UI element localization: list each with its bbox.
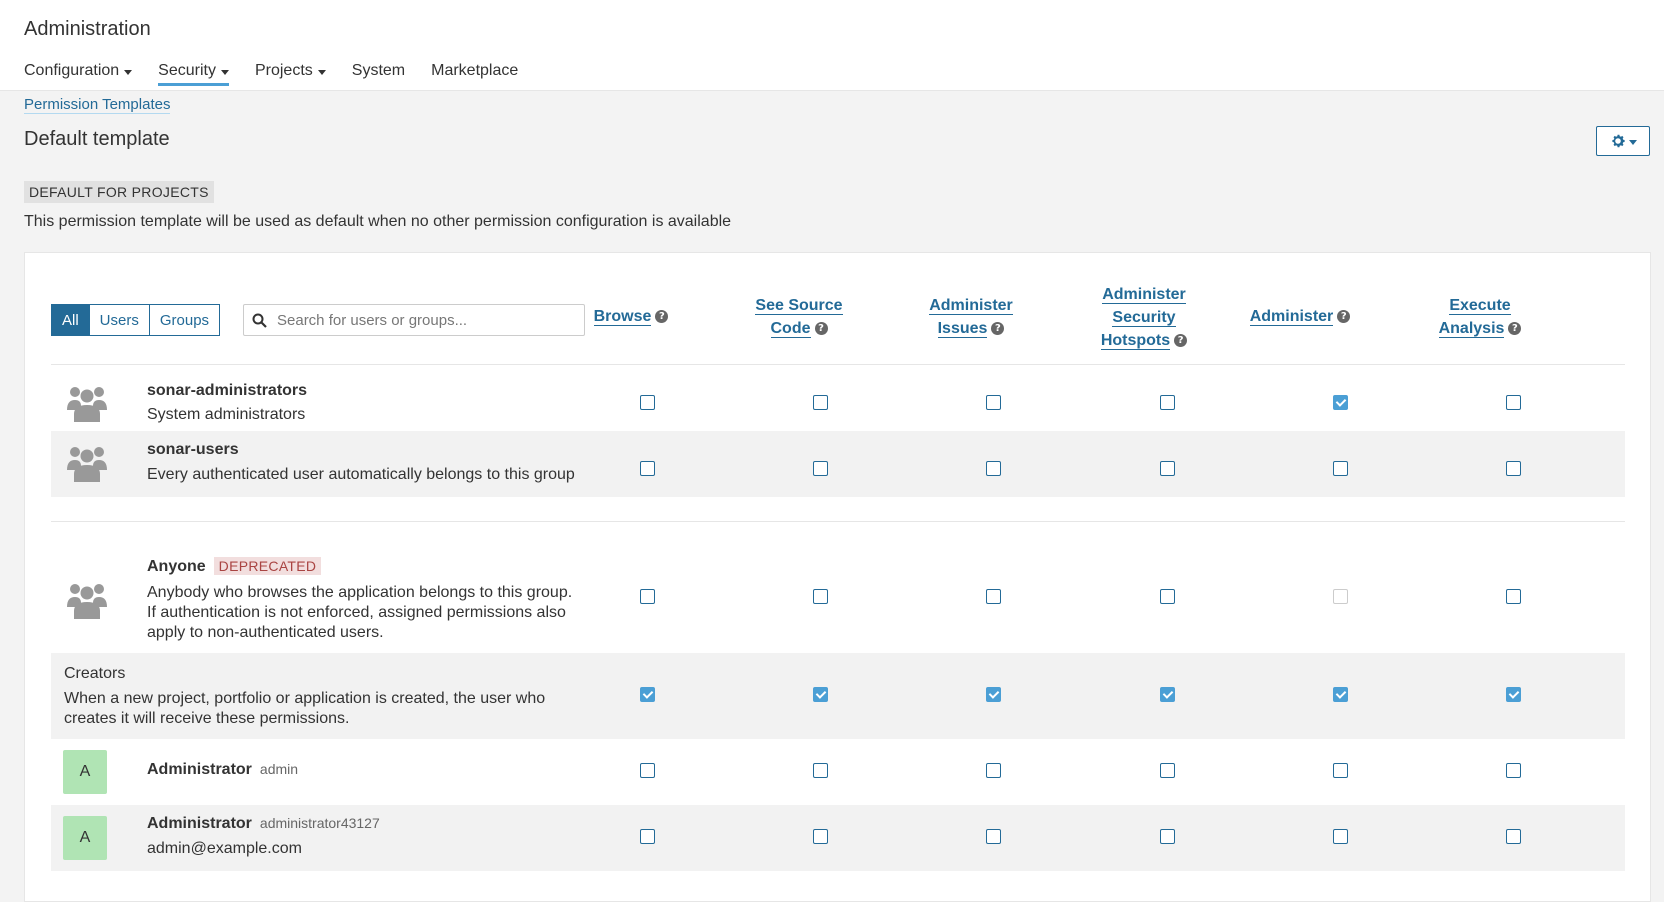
admin-nav <box>24 62 544 86</box>
permission-checkbox[interactable] <box>986 589 1001 604</box>
permission-checkbox[interactable] <box>640 589 655 604</box>
table-row <box>51 739 1625 805</box>
permission-checkbox[interactable] <box>986 395 1001 410</box>
user-login: administrator43127 <box>259 815 380 831</box>
breadcrumb-permission-templates[interactable]: Permission Templates <box>24 96 171 113</box>
filter-toggle <box>51 304 220 336</box>
user-name-text: Administrator <box>147 761 252 778</box>
description-line: When a new project, portfolio or application is created, the user who <box>64 690 546 707</box>
table-row <box>51 431 1625 497</box>
help-icon[interactable]: ? <box>1174 334 1187 347</box>
permission-checkbox[interactable] <box>813 589 828 604</box>
table-row <box>51 543 1625 653</box>
permission-checkbox[interactable] <box>1333 461 1348 476</box>
user-name <box>147 761 298 779</box>
nav-configuration-label: Configuration <box>24 62 120 79</box>
avatar: A <box>63 750 107 794</box>
creators-name: Creators <box>64 665 126 682</box>
column-administer-security-hotspots-label-2[interactable]: Security <box>1112 309 1176 326</box>
group-description: Every authenticated user automatically belongs to this group <box>147 466 575 483</box>
permission-checkbox[interactable] <box>1506 395 1521 410</box>
table-row <box>51 653 1625 739</box>
column-administer-security-hotspots-label-1[interactable]: Administer <box>1102 286 1186 303</box>
permission-checkbox[interactable] <box>1333 395 1348 410</box>
column-see-source-code[interactable] <box>739 294 859 340</box>
group-description: System administrators <box>147 406 306 423</box>
user-name-text: Administrator <box>147 815 252 832</box>
nav-marketplace[interactable] <box>431 62 518 86</box>
help-icon[interactable]: ? <box>1508 322 1521 335</box>
permission-checkbox[interactable] <box>813 687 828 702</box>
group-name-text: Anyone <box>147 558 206 575</box>
nav-security[interactable] <box>158 62 229 86</box>
permission-checkbox[interactable] <box>1506 687 1521 702</box>
permission-checkbox[interactable] <box>640 763 655 778</box>
filter-all-button[interactable]: All <box>51 304 90 336</box>
deprecated-badge: DEPRECATED <box>214 557 322 575</box>
column-see-source-code-label-1[interactable]: See Source <box>755 297 843 314</box>
column-administer-security-hotspots[interactable] <box>1084 283 1204 352</box>
help-icon[interactable]: ? <box>655 310 668 323</box>
user-email: admin@example.com <box>147 840 302 857</box>
permission-checkbox[interactable] <box>986 829 1001 844</box>
search-box <box>243 304 585 336</box>
column-see-source-code-label-2[interactable]: Code <box>770 320 811 337</box>
permission-checkbox[interactable] <box>813 829 828 844</box>
permission-checkbox[interactable] <box>1333 589 1348 604</box>
search-icon <box>252 313 267 328</box>
nav-projects[interactable] <box>255 62 326 86</box>
top-bar <box>0 0 1664 91</box>
group-icon <box>67 444 107 482</box>
permission-checkbox[interactable] <box>640 829 655 844</box>
default-for-projects-badge: DEFAULT FOR PROJECTS <box>24 181 214 203</box>
avatar: A <box>63 816 107 860</box>
help-icon[interactable]: ? <box>991 322 1004 335</box>
permission-checkbox[interactable] <box>986 461 1001 476</box>
column-administer-issues[interactable] <box>911 294 1031 340</box>
column-execute-analysis-label-2[interactable]: Analysis <box>1438 320 1505 337</box>
group-name: sonar-users <box>147 441 239 458</box>
template-description: This permission template will be used as default when no other permission configuration is available <box>24 213 732 230</box>
actions-menu-button[interactable] <box>1596 126 1650 156</box>
permission-checkbox[interactable] <box>986 687 1001 702</box>
permission-checkbox[interactable] <box>640 461 655 476</box>
description-line: Anybody who browses the application belongs to this group. <box>147 584 573 601</box>
filter-users-button[interactable]: Users <box>89 304 150 336</box>
help-icon[interactable]: ? <box>1337 310 1350 323</box>
permission-checkbox[interactable] <box>813 395 828 410</box>
permission-checkbox[interactable] <box>1160 461 1175 476</box>
chevron-down-icon <box>221 70 229 75</box>
column-execute-analysis-label-1[interactable]: Execute <box>1449 297 1511 314</box>
user-login: admin <box>259 761 299 777</box>
description-line: creates it will receive these permissions. <box>64 710 350 727</box>
permission-checkbox[interactable] <box>813 763 828 778</box>
creators-description <box>64 689 545 729</box>
group-icon <box>67 581 107 619</box>
permission-checkbox[interactable] <box>1333 829 1348 844</box>
nav-configuration[interactable] <box>24 62 132 86</box>
column-browse-label[interactable]: Browse <box>593 308 652 325</box>
permissions-table-card <box>24 252 1651 902</box>
column-administer-issues-label-1[interactable]: Administer <box>929 297 1013 314</box>
column-browse[interactable] <box>583 305 679 328</box>
app-title: Administration <box>24 18 151 40</box>
permission-checkbox[interactable] <box>986 763 1001 778</box>
permission-checkbox[interactable] <box>1160 687 1175 702</box>
group-description <box>147 583 572 643</box>
permission-checkbox[interactable] <box>813 461 828 476</box>
nav-marketplace-label: Marketplace <box>431 62 519 79</box>
nav-security-label: Security <box>158 62 216 79</box>
column-administer-label[interactable]: Administer <box>1249 308 1334 325</box>
chevron-down-icon <box>318 70 326 75</box>
search-input[interactable] <box>275 311 575 330</box>
permission-checkbox[interactable] <box>1333 687 1348 702</box>
nav-system-label: System <box>351 62 406 79</box>
column-administer-issues-label-2[interactable]: Issues <box>937 320 988 337</box>
group-name <box>147 557 321 576</box>
column-administer-security-hotspots-label-3[interactable]: Hotspots <box>1100 332 1171 349</box>
chevron-down-icon <box>124 70 132 75</box>
nav-projects-label: Projects <box>254 62 313 79</box>
help-icon[interactable]: ? <box>815 322 828 335</box>
permission-checkbox[interactable] <box>640 687 655 702</box>
column-administer[interactable] <box>1240 305 1360 328</box>
permission-checkbox[interactable] <box>1506 589 1521 604</box>
permission-checkbox[interactable] <box>1160 589 1175 604</box>
description-line: If authentication is not enforced, assigned permissions also <box>147 604 566 621</box>
group-name: sonar-administrators <box>147 382 308 399</box>
permission-checkbox[interactable] <box>640 395 655 410</box>
nav-system[interactable] <box>352 62 405 86</box>
permission-checkbox[interactable] <box>1506 461 1521 476</box>
chevron-down-icon <box>1629 140 1637 145</box>
page-title: Default template <box>24 128 170 150</box>
permission-checkbox[interactable] <box>1506 763 1521 778</box>
section-divider <box>51 521 1625 522</box>
permission-checkbox[interactable] <box>1333 763 1348 778</box>
permission-checkbox[interactable] <box>1160 763 1175 778</box>
table-row <box>51 365 1625 431</box>
column-execute-analysis[interactable] <box>1420 294 1540 340</box>
permission-checkbox[interactable] <box>1506 829 1521 844</box>
table-row <box>51 805 1625 871</box>
permission-checkbox[interactable] <box>1160 829 1175 844</box>
filter-groups-button[interactable]: Groups <box>149 304 220 336</box>
description-line: apply to non-authenticated users. <box>147 624 384 641</box>
gear-icon <box>1610 133 1626 149</box>
user-name <box>147 815 380 833</box>
group-icon <box>67 384 107 422</box>
permission-checkbox[interactable] <box>1160 395 1175 410</box>
